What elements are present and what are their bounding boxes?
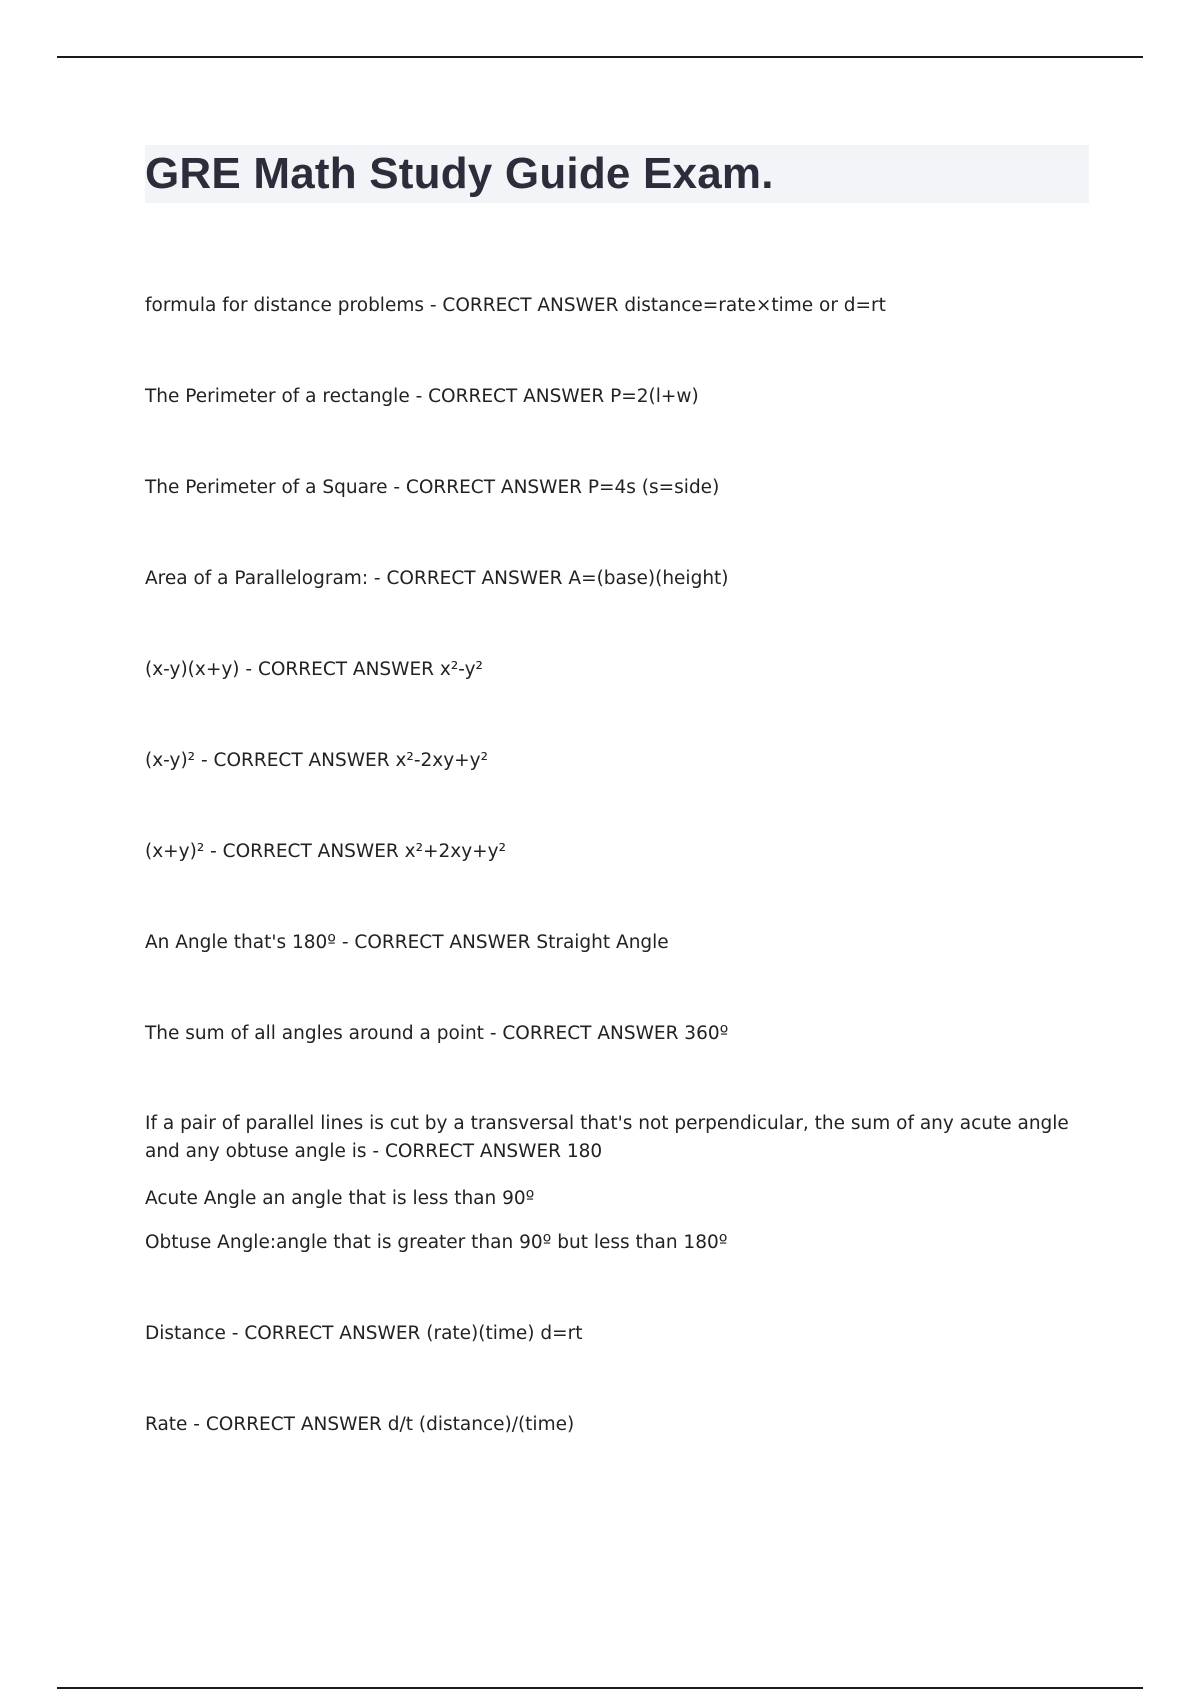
entry-rate: Rate - CORRECT ANSWER d/t (distance)/(time) — [145, 1414, 575, 1435]
entry-square-of-difference: (x-y)² - CORRECT ANSWER x²-2xy+y² — [145, 750, 489, 771]
entry-difference-of-squares: (x-y)(x+y) - CORRECT ANSWER x²-y² — [145, 659, 483, 680]
entry-parallelogram-area: Area of a Parallelogram: - CORRECT ANSWER A=(base)(height) — [145, 568, 729, 589]
entry-rectangle-perimeter: The Perimeter of a rectangle - CORRECT ANSWER P=2(l+w) — [145, 386, 699, 407]
entry-distance: Distance - CORRECT ANSWER (rate)(time) d=rt — [145, 1323, 583, 1344]
entry-obtuse-angle: Obtuse Angle:angle that is greater than 90º but less than 180º — [145, 1232, 728, 1253]
entry-square-of-sum: (x+y)² - CORRECT ANSWER x²+2xy+y² — [145, 841, 507, 862]
entry-parallel-lines-transversal: If a pair of parallel lines is cut by a transversal that's not perpendicular, the sum of any acute angle and any obtuse angle is - CORRECT ANSWER 180 — [145, 1113, 1069, 1162]
entry-angles-around-point: The sum of all angles around a point - CORRECT ANSWER 360º — [145, 1023, 729, 1044]
entry-acute-angle: Acute Angle an angle that is less than 90º — [145, 1188, 535, 1209]
page-title: GRE Math Study Guide Exam. — [145, 149, 774, 198]
top-rule — [57, 56, 1143, 58]
entry-square-perimeter: The Perimeter of a Square - CORRECT ANSWER P=4s (s=side) — [145, 477, 720, 498]
entry-distance-formula: formula for distance problems - CORRECT ANSWER distance=rate×time or d=rt — [145, 295, 886, 316]
entry-straight-angle: An Angle that's 180º - CORRECT ANSWER Straight Angle — [145, 932, 669, 953]
bottom-rule — [57, 1687, 1143, 1689]
